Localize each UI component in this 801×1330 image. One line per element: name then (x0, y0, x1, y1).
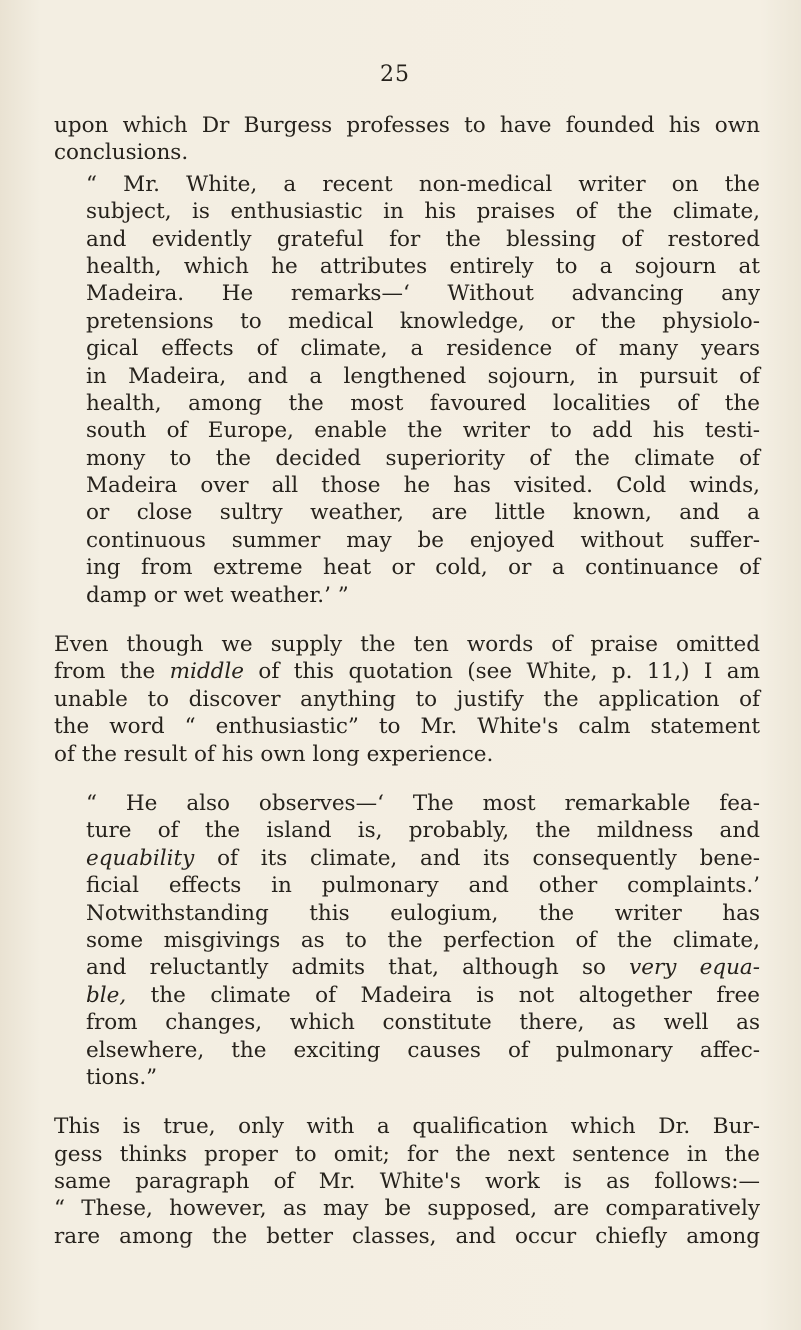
text-line: elsewhere, the exciting causes of pulmonary affec- (86, 1037, 760, 1063)
text-line: south of Europe, enable the writer to add his testi- (86, 418, 760, 444)
italic-emphasis: equability (86, 845, 195, 871)
text-line: continuous summer may be enjoyed without suffer- (86, 527, 760, 553)
text-line: and reluctantly admits that, although so very equa- (86, 955, 760, 981)
text-line: from changes, which constitute there, as well as (86, 1010, 760, 1036)
text-line: pretensions to medical knowledge, or the physiolo- (86, 308, 760, 334)
page-number: 25 (380, 62, 410, 87)
text-line: “ He also observes—‘ The most remarkable fea- (86, 790, 760, 816)
text-line: Even though we supply the ten words of praise omitted (54, 632, 760, 658)
text-line: health, which he attributes entirely to a sojourn at (86, 253, 760, 279)
paragraph-3 (54, 631, 760, 768)
text-line: ficial effects in pulmonary and other complaints.’ (86, 873, 760, 899)
text-line: ble, the climate of Madeira is not altogether free (86, 982, 760, 1008)
text-line: Madeira over all those he has visited. Cold winds, (86, 473, 760, 499)
text-line: the word “ enthusiastic” to Mr. White's calm statement (54, 714, 760, 740)
text-line: and evidently grateful for the blessing of restored (86, 226, 760, 252)
text-line: upon which Dr Burgess professes to have founded his own (54, 113, 760, 138)
text-line: conclusions. (54, 140, 189, 166)
paragraph-5 (54, 1113, 760, 1250)
text-line: damp or wet weather.’ ” (86, 582, 349, 608)
text-line: mony to the decided superiority of the climate of (86, 445, 760, 471)
text-line: equability of its climate, and its consequently bene- (86, 845, 760, 871)
body-text (54, 112, 760, 1250)
text-line: same paragraph of Mr. White's work is as follows:— (54, 1169, 760, 1195)
text-line: rare among the better classes, and occur chiefly among (54, 1223, 760, 1249)
text-line: “ These, however, as may be supposed, are comparatively (54, 1196, 760, 1222)
text-line: of the result of his own long experience. (54, 741, 494, 767)
text-line: some misgivings as to the perfection of the climate, (86, 927, 760, 953)
text-line: gess thinks proper to omit; for the next sentence in the (54, 1141, 760, 1167)
text-line: in Madeira, and a lengthened sojourn, in pursuit of (86, 363, 760, 389)
paragraph-1 (54, 112, 760, 167)
text-line: ing from extreme heat or cold, or a continuance of (86, 555, 760, 581)
text-line: Notwithstanding this eulogium, the writer has (86, 900, 760, 926)
text-line: Madeira. He remarks—‘ Without advancing any (86, 281, 760, 307)
text-line: ture of the island is, probably, the mildness and (86, 818, 760, 844)
text-line: unable to discover anything to justify the application of (54, 686, 760, 712)
text-line: “ Mr. White, a recent non-medical writer on the (86, 171, 760, 197)
italic-emphasis: ble, (86, 982, 127, 1008)
text-line: tions.” (86, 1064, 158, 1090)
text-line: gical effects of climate, a residence of many years (86, 336, 760, 362)
italic-emphasis: middle (169, 659, 244, 685)
paragraph-2 (54, 171, 760, 609)
text-line: subject, is enthusiastic in his praises of the climate, (86, 199, 760, 225)
text-line: This is true, only with a qualification which Dr. Bur- (54, 1114, 760, 1140)
italic-emphasis: very equa- (629, 955, 760, 981)
text-line: health, among the most favoured localities of the (86, 390, 760, 416)
text-line: or close sultry weather, are little known, and a (86, 500, 760, 526)
paragraph-4 (54, 790, 760, 1091)
text-line: from the middle of this quotation (see White, p. 11,) I am (54, 659, 760, 685)
